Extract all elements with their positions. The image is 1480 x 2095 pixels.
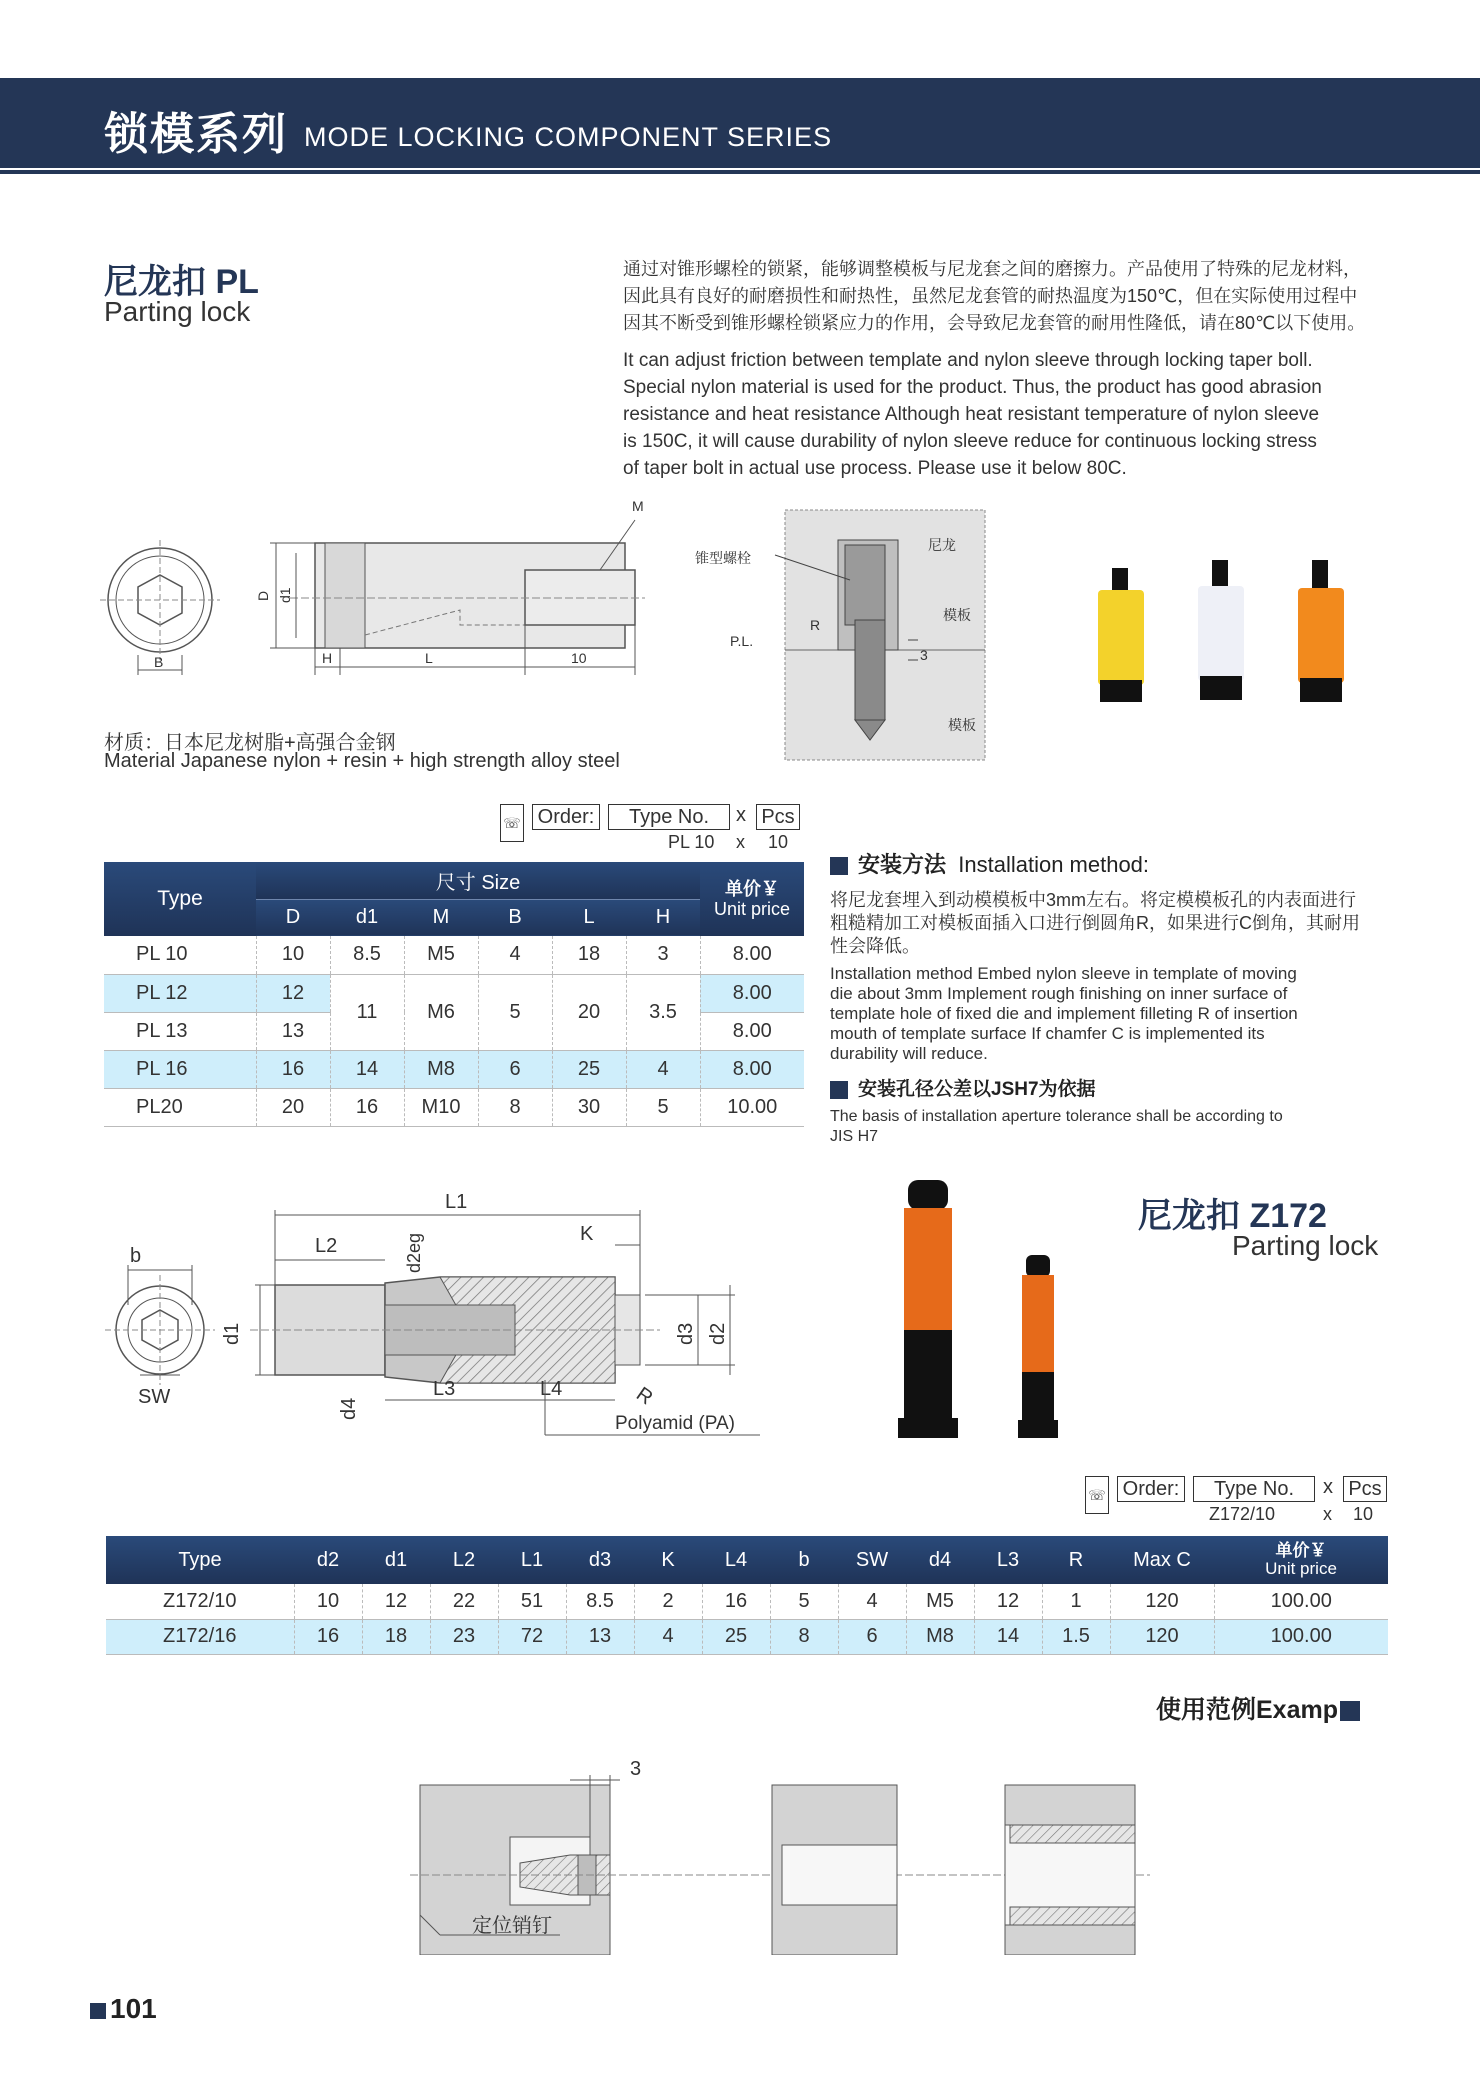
price-en: Unit price xyxy=(713,899,791,919)
col-d3: d3 xyxy=(566,1536,634,1584)
material-en: Material Japanese nylon + resin + high strength alloy steel xyxy=(104,750,620,772)
order-type-label: Type No. xyxy=(1193,1476,1315,1502)
table-row xyxy=(104,936,804,974)
col-type: Type xyxy=(106,1536,294,1584)
order-example-pcs: 10 xyxy=(768,832,789,852)
install-en-line: die about 3mm Implement rough finishing on inner surface of xyxy=(830,984,1288,1003)
product-white xyxy=(1198,560,1244,700)
product-small xyxy=(1018,1255,1058,1438)
col-d1: d1 xyxy=(362,1536,430,1584)
install-title-en: Installation method: xyxy=(958,852,1150,877)
install-title-cn: 安装方法 xyxy=(858,852,947,877)
install-cn-line: 粗糙精加工对模板面插入口进行倒圆角R，如果进行C倒角，其耐用 xyxy=(830,913,1360,933)
cell: 2 xyxy=(634,1584,702,1619)
dim-d1: d1 xyxy=(221,1322,243,1345)
dim-l2: L2 xyxy=(315,1235,338,1257)
z172-title-en: Parting lock xyxy=(1232,1230,1379,1261)
desc-cn-line: 因此具有良好的耐磨损性和耐热性，虽然尼龙套管的耐热温度为150℃，但在实际使用过程中 xyxy=(623,286,1358,306)
pl-product-photos xyxy=(1090,550,1380,710)
cell: 4 xyxy=(838,1584,906,1619)
cell: 16 xyxy=(702,1584,770,1619)
phone-icon: ☏ xyxy=(500,804,524,842)
square-bullet-icon xyxy=(830,1081,848,1099)
series-title-en: MODE LOCKING COMPONENT SERIES xyxy=(304,122,833,152)
dim-3: 3 xyxy=(630,1758,642,1780)
dim-d: D xyxy=(255,590,271,601)
col-price xyxy=(700,862,804,936)
order-x: x xyxy=(736,804,746,826)
page-number xyxy=(90,1993,157,2025)
price-en: Unit price xyxy=(1265,1559,1337,1578)
cell: 8.00 xyxy=(700,1012,804,1050)
cell: 8 xyxy=(478,1088,552,1126)
cell: PL 12 xyxy=(104,974,256,1012)
dim-h: H xyxy=(322,650,333,666)
cell: 4 xyxy=(634,1619,702,1654)
dim-l1: L1 xyxy=(445,1191,468,1213)
z172-spec-table xyxy=(106,1536,1388,1655)
col-d2: d2 xyxy=(294,1536,362,1584)
col-d1: d1 xyxy=(330,899,404,936)
cell: 10.00 xyxy=(700,1088,804,1126)
cell: 5 xyxy=(478,974,552,1050)
install-en-line: Installation method Embed nylon sleeve in template of moving xyxy=(830,964,1297,983)
cell: M6 xyxy=(404,974,478,1050)
tolerance-heading xyxy=(830,1074,1390,1101)
z172-technical-drawing xyxy=(100,1185,780,1445)
table-row xyxy=(104,1050,804,1088)
cell: Z172/10 xyxy=(106,1584,294,1619)
cell: 5 xyxy=(770,1584,838,1619)
cell: 13 xyxy=(566,1619,634,1654)
cell: 8.5 xyxy=(566,1584,634,1619)
col-m: M xyxy=(404,899,478,936)
cell: 4 xyxy=(478,936,552,974)
pl-order-box xyxy=(500,802,810,862)
col-d4: d4 xyxy=(906,1536,974,1584)
label-plate-bottom: 模板 xyxy=(948,717,976,733)
cell: 8.5 xyxy=(330,936,404,974)
dim-k: K xyxy=(580,1223,594,1245)
col-r: R xyxy=(1042,1536,1110,1584)
cell: 16 xyxy=(294,1619,362,1654)
cell: 100.00 xyxy=(1214,1584,1388,1619)
cell: 14 xyxy=(330,1050,404,1088)
series-title-cn: 锁模系列 xyxy=(104,110,288,159)
col-d: D xyxy=(256,899,330,936)
desc-en-line: It can adjust friction between template and nylon sleeve through locking taper boll. xyxy=(623,350,1313,371)
dim-l4: L4 xyxy=(540,1378,563,1400)
desc-en-line: Special nylon material is used for the product. Thus, the product has good abrasion xyxy=(623,377,1322,398)
label-parting-line: P.L. xyxy=(730,633,754,649)
pl-technical-drawing xyxy=(100,495,660,685)
install-cn-line: 将尼龙套埋入到动模模板中3mm左右。将定模模板孔的内表面进行 xyxy=(830,890,1356,910)
order-example-x: x xyxy=(1323,1504,1332,1524)
desc-cn-line: 因其不断受到锥形螺栓锁紧应力的作用，会导致尼龙套管的耐用性隆低，请在80℃以下使用。 xyxy=(623,313,1366,333)
dim-l3: L3 xyxy=(433,1378,456,1400)
pl-spec-table xyxy=(104,862,804,1127)
example-title xyxy=(1156,1690,1360,1726)
desc-cn-line: 通过对锥形螺栓的锁紧，能够调整模板与尼龙套之间的磨擦力。产品使用了特殊的尼龙材料， xyxy=(623,259,1361,279)
cell: 16 xyxy=(256,1050,330,1088)
order-x: x xyxy=(1323,1476,1333,1498)
cell: 72 xyxy=(498,1619,566,1654)
header-rule xyxy=(0,170,1480,174)
cell: 3.5 xyxy=(626,974,700,1050)
cell: 1.5 xyxy=(1042,1619,1110,1654)
label-polyamid: Polyamid (PA) xyxy=(615,1413,736,1434)
cell: 11 xyxy=(330,974,404,1050)
cell: 20 xyxy=(552,974,626,1050)
cell: M8 xyxy=(404,1050,478,1088)
cell: 23 xyxy=(430,1619,498,1654)
tolerance-line: The basis of installation aperture tolerance shall be according to xyxy=(830,1108,1283,1125)
dim-10: 10 xyxy=(571,650,587,666)
desc-en-line: of taper bolt in actual use process. Please use it below 80C. xyxy=(623,458,1127,479)
order-pcs-label: Pcs xyxy=(1343,1476,1387,1502)
cell: 12 xyxy=(256,974,330,1012)
order-pcs-label: Pcs xyxy=(756,804,800,830)
install-cn-line: 性会降低。 xyxy=(830,936,920,956)
col-l: L xyxy=(552,899,626,936)
dim-b: b xyxy=(130,1245,142,1267)
cell: PL20 xyxy=(104,1088,256,1126)
cell: PL 13 xyxy=(104,1012,256,1050)
label-plate-top: 模板 xyxy=(943,607,971,623)
pl-installation-drawing xyxy=(690,500,1000,765)
cell: 18 xyxy=(362,1619,430,1654)
cell: 4 xyxy=(626,1050,700,1088)
cell: 51 xyxy=(498,1584,566,1619)
cell: M5 xyxy=(906,1584,974,1619)
install-en-line: mouth of template surface If chamfer C is implemented its xyxy=(830,1024,1265,1043)
cell: PL 10 xyxy=(104,936,256,974)
tolerance-text xyxy=(830,1107,1390,1147)
cell: 1 xyxy=(1042,1584,1110,1619)
pl-title-en: Parting lock xyxy=(104,296,251,327)
col-l1: L1 xyxy=(498,1536,566,1584)
price-cn: 单价￥ xyxy=(1275,1541,1327,1560)
cell: M5 xyxy=(404,936,478,974)
price-cn: 单价￥ xyxy=(725,879,779,899)
example-title-text: 使用范例Examp xyxy=(1156,1696,1338,1724)
cell: 14 xyxy=(974,1619,1042,1654)
col-l2: L2 xyxy=(430,1536,498,1584)
cell: 10 xyxy=(294,1584,362,1619)
cell: 25 xyxy=(702,1619,770,1654)
cell: 8 xyxy=(770,1619,838,1654)
dim-d2: d2 xyxy=(707,1322,729,1345)
tolerance-line: JIS H7 xyxy=(830,1128,879,1145)
material-cn: 材质：日本尼龙树脂+高强合金钢 xyxy=(104,732,396,754)
cell: 20 xyxy=(256,1088,330,1126)
usage-example-drawing xyxy=(410,1755,1150,1955)
dim-b: B xyxy=(154,654,164,670)
col-size-group: 尺寸 Size xyxy=(256,862,700,899)
label-nylon: 尼龙 xyxy=(928,537,956,553)
cell: 6 xyxy=(478,1050,552,1088)
cell: 13 xyxy=(256,1012,330,1050)
phone-icon: ☏ xyxy=(1085,1476,1109,1514)
cell: 6 xyxy=(838,1619,906,1654)
install-heading xyxy=(830,848,1390,879)
product-yellow xyxy=(1098,568,1144,702)
col-h: H xyxy=(626,899,700,936)
col-l4: L4 xyxy=(702,1536,770,1584)
col-b: B xyxy=(478,899,552,936)
desc-en-line: is 150C, it will cause durability of nylon sleeve reduce for continuous locking stress xyxy=(623,431,1317,452)
square-bullet-icon xyxy=(830,857,848,875)
z172-product-photo xyxy=(890,1180,1090,1460)
desc-en-line: resistance and heat resistance Although heat resistant temperature of nylon sleeve xyxy=(623,404,1320,425)
pl-description-en xyxy=(623,347,1423,482)
pl-description-cn xyxy=(623,256,1403,337)
label-locating-pin: 定位销钉 xyxy=(472,1915,552,1937)
cell: 16 xyxy=(330,1088,404,1126)
cell: 8.00 xyxy=(700,936,804,974)
order-example-pcs: 10 xyxy=(1353,1504,1374,1524)
order-example-x: x xyxy=(736,832,745,852)
table-row xyxy=(106,1619,1388,1654)
cell: M10 xyxy=(404,1088,478,1126)
dim-d4: d4 xyxy=(338,1397,360,1420)
col-sw: SW xyxy=(838,1536,906,1584)
dim-d3: d3 xyxy=(675,1322,697,1345)
order-label: Order: xyxy=(532,804,600,830)
dim-sw: SW xyxy=(138,1386,171,1408)
dim-l: L xyxy=(425,650,433,666)
cell: 30 xyxy=(552,1088,626,1126)
cell: 8.00 xyxy=(700,974,804,1012)
cell: 8.00 xyxy=(700,1050,804,1088)
dim-d2eg: d2eg xyxy=(404,1232,424,1273)
cell: PL 16 xyxy=(104,1050,256,1088)
label-taper-bolt: 锥型螺栓 xyxy=(695,550,751,566)
pl-title-cn: 尼龙扣 PL xyxy=(104,263,259,301)
cell: 18 xyxy=(552,936,626,974)
order-example-type: Z172/10 xyxy=(1209,1504,1276,1524)
cell: 25 xyxy=(552,1050,626,1088)
table-row xyxy=(104,974,804,1012)
label-r: R xyxy=(810,617,821,633)
install-text-en xyxy=(830,964,1390,1064)
install-en-line: template hole of fixed die and implement filleting R of insertion xyxy=(830,1004,1298,1023)
cell: Z172/16 xyxy=(106,1619,294,1654)
page-number-text: 101 xyxy=(110,1993,157,2024)
installation-method xyxy=(830,848,1390,1147)
col-l3: L3 xyxy=(974,1536,1042,1584)
col-max-c: Max C xyxy=(1110,1536,1214,1584)
order-type-label: Type No. xyxy=(608,804,730,830)
cell: 100.00 xyxy=(1214,1619,1388,1654)
cell: 3 xyxy=(626,936,700,974)
cell: M8 xyxy=(906,1619,974,1654)
cell: 5 xyxy=(626,1088,700,1126)
product-large xyxy=(898,1180,958,1438)
cell: 12 xyxy=(362,1584,430,1619)
z172-order-box xyxy=(1085,1474,1395,1534)
col-k: K xyxy=(634,1536,702,1584)
cell: 22 xyxy=(430,1584,498,1619)
cell: 12 xyxy=(974,1584,1042,1619)
square-bullet-icon xyxy=(1340,1701,1360,1721)
table-row xyxy=(106,1584,1388,1619)
label-3mm: 3 xyxy=(920,647,928,663)
product-orange xyxy=(1298,560,1344,702)
cell: 10 xyxy=(256,936,330,974)
tolerance-title: 安装孔径公差以JSH7为依据 xyxy=(858,1079,1096,1100)
dim-r: R xyxy=(632,1383,657,1410)
col-price xyxy=(1214,1536,1388,1584)
dim-m: M xyxy=(632,498,644,514)
z172-title-cn: 尼龙扣 Z172 xyxy=(1138,1197,1327,1235)
install-en-line: durability will reduce. xyxy=(830,1044,988,1063)
order-example-type: PL 10 xyxy=(668,832,715,852)
cell: 120 xyxy=(1110,1619,1214,1654)
install-text-cn xyxy=(830,889,1390,958)
order-label: Order: xyxy=(1117,1476,1185,1502)
dim-d1: d1 xyxy=(277,587,293,603)
col-type: Type xyxy=(104,862,256,936)
table-row xyxy=(104,1088,804,1126)
col-b: b xyxy=(770,1536,838,1584)
square-bullet-icon xyxy=(90,2003,106,2019)
cell: 120 xyxy=(1110,1584,1214,1619)
